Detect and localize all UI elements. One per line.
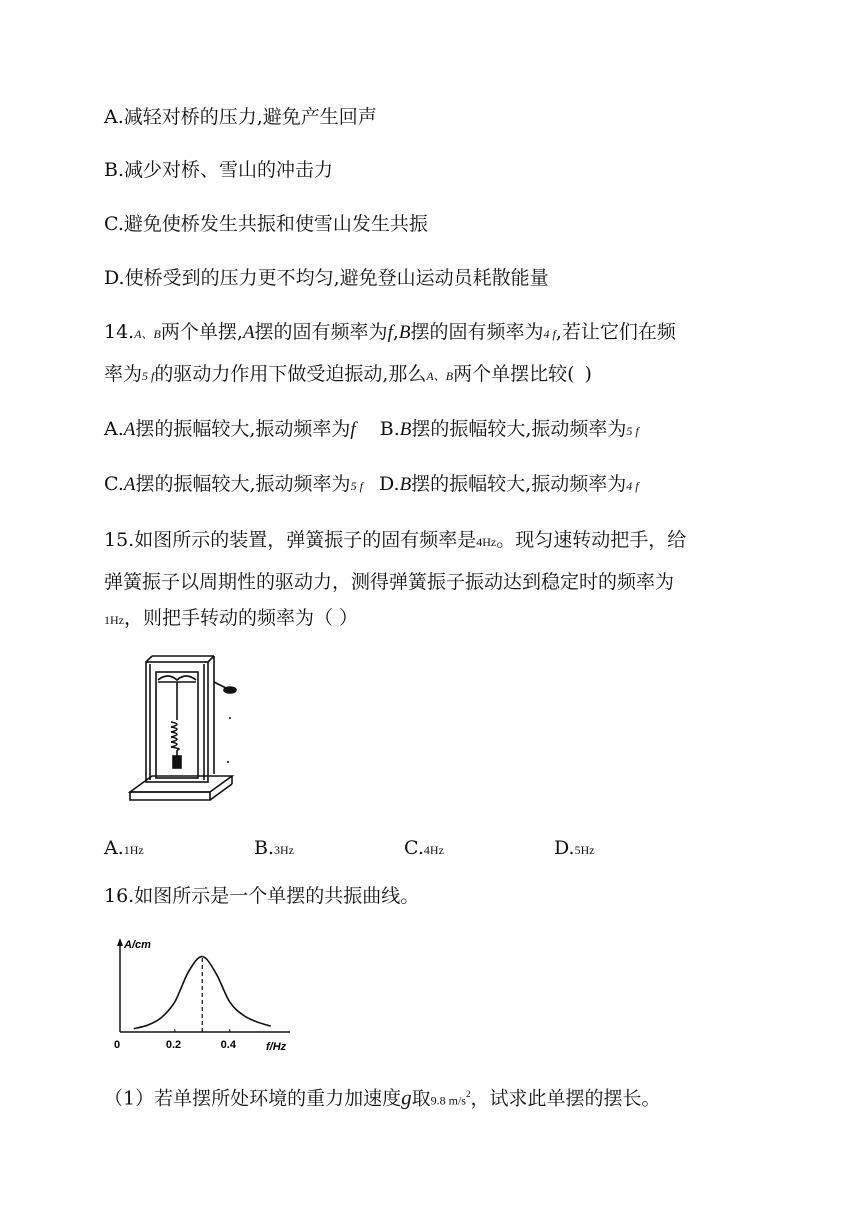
resonance-curve-chart bbox=[104, 936, 304, 1056]
question-number: 14. bbox=[104, 321, 135, 343]
q14-option-a: A.A摆的振幅较大,振动频率为f bbox=[104, 418, 356, 440]
q16-title: 16.如图所示是一个单摆的共振曲线。 bbox=[104, 885, 420, 907]
q13-option-c: C.避免使桥发生共振和使雪山发生共振 bbox=[104, 213, 428, 235]
x-tick-label: 0 bbox=[114, 1039, 121, 1051]
q15-option-d: D.5Hz bbox=[554, 837, 595, 859]
x-tick-label: 0.4 bbox=[220, 1039, 236, 1051]
y-axis-label: A/cm bbox=[124, 939, 151, 951]
q14-options-cd bbox=[104, 472, 639, 498]
q13-option-d: D.使桥受到的压力更不均匀,避免登山运动员耗散能量 bbox=[104, 267, 549, 289]
q13-option-b: B.减少对桥、雪山的冲击力 bbox=[104, 159, 334, 181]
y-axis-arrow bbox=[117, 938, 123, 946]
q14-stem-line1: 14.A、B两个单摆,A摆的固有频率为f,B摆的固有频率为4 f,若让它们在频 bbox=[104, 321, 676, 343]
pendulum-labels: A、B bbox=[134, 327, 161, 341]
q15-option-c: C.4Hz bbox=[404, 837, 444, 859]
x-axis-label: f/Hz bbox=[266, 1041, 287, 1053]
q15-stem-line3: 1Hz，则把手转动的频率为（ ） bbox=[104, 607, 359, 629]
q15-option-b: B.3Hz bbox=[254, 837, 295, 859]
q15-stem-line2: 弹簧振子以周期性的驱动力，测得弹簧振子振动达到稳定时的频率为 bbox=[104, 571, 675, 593]
q13-option-a: A.减轻对桥的压力,避免产生回声 bbox=[104, 106, 377, 128]
q14-option-c: C.A摆的振幅较大,振动频率为5 f bbox=[104, 473, 363, 495]
q14-option-d: D.B摆的振幅较大,振动频率为4 f bbox=[378, 473, 639, 495]
spring-oscillator-figure bbox=[128, 652, 238, 812]
q15-option-a: A.1Hz bbox=[104, 837, 144, 859]
q14-stem-line2: 率为5 f的驱动力作用下做受迫振动,那么A、B两个单摆比较( ) bbox=[104, 363, 592, 385]
q14-option-b: B.B摆的振幅较大,振动频率为5 f bbox=[379, 418, 639, 440]
q15-stem-line1: 15.如图所示的装置，弹簧振子的固有频率是4Hz。现匀速转动把手，给 bbox=[104, 529, 687, 551]
q14-options-ab bbox=[104, 417, 639, 443]
q16-part1: （1）若单摆所处环境的重力加速度g取9.8 $m/s^2$，试求此单摆的摆长。 bbox=[104, 1085, 661, 1110]
x-tick-label: 0.2 bbox=[165, 1039, 182, 1051]
